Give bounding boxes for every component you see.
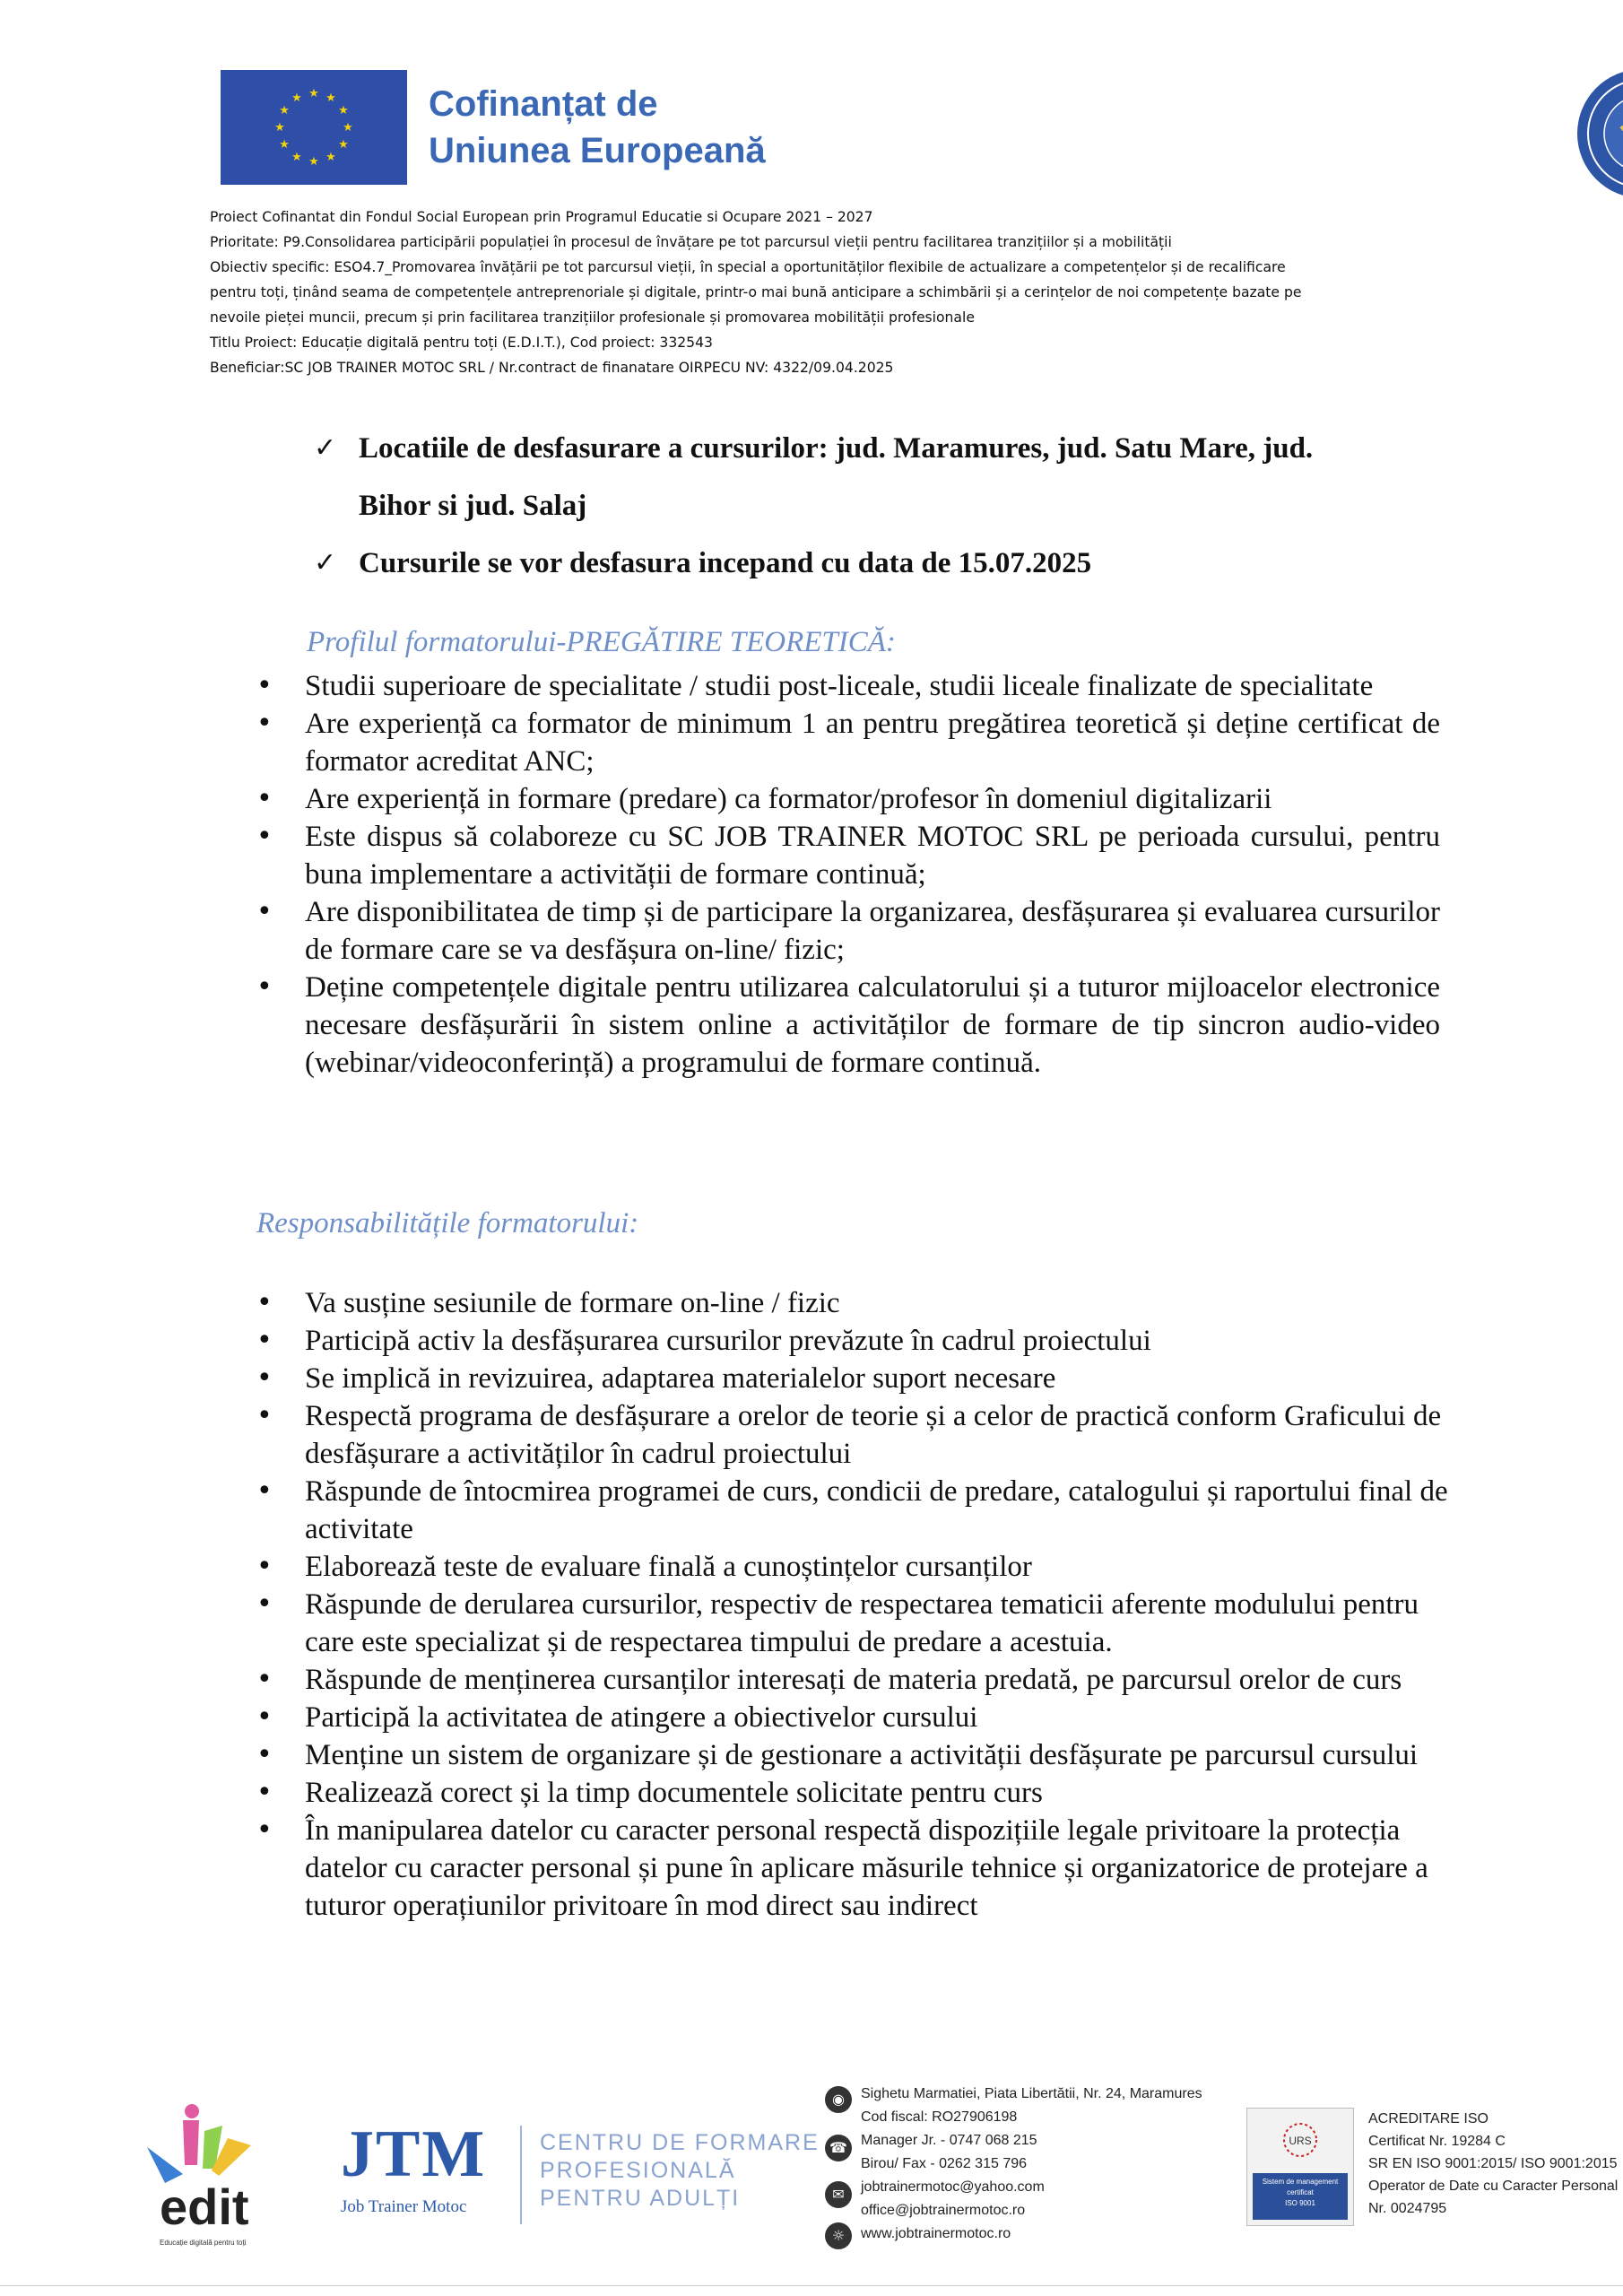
profile-section-title: Profilul formatorului-PREGĂTIRE TEORETICĂ:	[307, 626, 896, 658]
list-item: • Se implică in revizuirea, adaptarea materialelor suport necesare	[256, 1360, 1467, 1397]
page-header	[221, 70, 1503, 187]
training-center-label	[540, 2129, 820, 2213]
profile-list	[256, 667, 1440, 1082]
government-seal-icon	[1575, 66, 1623, 201]
contact-fiscal-code: Cod fiscal: RO27906198	[861, 2109, 1018, 2125]
project-info-line: pentru toți, ținând seama de competențele antreprenoriale și digitale, printr-o mai bună anticipare a schimbării și a cerințelor de noi competențe bazate pe	[210, 284, 1302, 300]
jtm-logo-subtitle: Job Trainer Motoc	[341, 2197, 467, 2216]
check-item-start-date	[314, 535, 1462, 592]
eu-star-icon: ★	[274, 121, 285, 135]
eu-star-icon: ★	[279, 138, 290, 152]
iso-accreditation-text	[1368, 2108, 1618, 2220]
iso-line: SR EN ISO 9001:2015/ ISO 9001:2015	[1368, 2156, 1618, 2171]
eu-star-icon: ★	[291, 91, 302, 106]
project-info-line: nevoile pieței muncii, precum și prin facilitarea tranzițiilor profesionale și promovarea mobilității profesionale	[210, 309, 975, 326]
eu-star-icon: ★	[325, 150, 336, 164]
eu-star-icon: ★	[308, 155, 319, 169]
check-item-locations	[314, 420, 1462, 477]
project-info-line: Titlu Proiect: Educație digitală pentru toți (E.D.I.T.), Cod proiect: 332543	[210, 335, 713, 351]
eu-star-icon: ★	[338, 104, 349, 117]
project-info-line: Prioritate: P9.Consolidarea participării populației în procesul de învățare pe tot parcursul vieții pentru facilitarea tranzițiilor și a mobilității	[210, 234, 1172, 250]
project-info-line: Beneficiar:SC JOB TRAINER MOTOC SRL / Nr.contract de finanatare OIRPECU NV: 4322/09.04.2025	[210, 360, 894, 376]
list-item: • Răspunde de menținerea cursanților interesați de materia predată, pe parcursul orelor de curs	[256, 1661, 1467, 1699]
training-center-line: PROFESIONALĂ	[540, 2158, 736, 2183]
iso-line: Operator de Date cu Caracter Personal	[1368, 2179, 1619, 2194]
locations-text-cont: Bihor si jud. Salaj	[359, 490, 587, 522]
list-item: • Elaborează teste de evaluare finală a cunoștințelor cursanților	[256, 1548, 1467, 1586]
training-center-line: CENTRU DE FORMARE	[540, 2130, 820, 2155]
iso-certification-badge	[1246, 2108, 1354, 2226]
jtm-logo-text: JTM	[341, 2118, 487, 2191]
list-item: • Realizează corect și la timp documentele solicitate pentru curs	[256, 1774, 1467, 1812]
list-item: • Participă la activitatea de atingere a obiectivelor cursului	[256, 1699, 1467, 1736]
list-item: • Are experiență in formare (predare) ca formator/profesor în domeniul digitalizarii	[256, 780, 1440, 818]
course-details	[314, 420, 1462, 592]
iso-line: Nr. 0024795	[1368, 2201, 1447, 2216]
contact-office-fax: Birou/ Fax - 0262 315 796	[861, 2156, 1028, 2171]
start-date-text: Cursurile se vor desfasura incepand cu data de 15.07.2025	[359, 547, 1092, 579]
list-item: • Participă activ la desfășurarea cursurilor prevăzute în cadrul proiectului	[256, 1322, 1467, 1360]
edit-logo-subtitle: Educație digitală pentru toți	[160, 2239, 247, 2247]
eu-star-icon: ★	[308, 87, 319, 100]
project-info	[210, 204, 1474, 380]
phone-icon: ☎	[825, 2135, 852, 2161]
project-info-line: Proiect Cofinantat din Fondul Social European prin Programul Educatie si Ocupare 2021 – 2027	[210, 209, 873, 225]
urs-logo-icon	[1260, 2118, 1341, 2162]
edit-logo-text: edit	[160, 2179, 249, 2235]
cofinancing-line-1: Cofinanțat de	[429, 84, 658, 124]
list-item: • Studii superioare de specialitate / studii post-liceale, studii liceale finalizate de specialitate	[256, 667, 1440, 705]
list-item: • Are disponibilitatea de timp și de participare la organizarea, desfășurarea și evaluarea cursurilor de formare care se va desfășura on-line/ fizic;	[256, 893, 1440, 969]
eu-star-icon: ★	[279, 104, 290, 117]
list-item: • Răspunde de întocmirea programei de curs, condicii de predare, catalogului și raportului final de activitate	[256, 1473, 1467, 1548]
eu-star-icon: ★	[291, 150, 302, 164]
contact-website[interactable]: ☼ www.jobtrainermotoc.ro	[825, 2222, 1202, 2246]
eu-cofinancing-label	[429, 81, 766, 174]
contact-email-office[interactable]: office@jobtrainermotoc.ro	[861, 2203, 1026, 2218]
checkmark-icon: ✓	[314, 547, 337, 578]
eu-star-icon: ★	[343, 121, 353, 135]
list-item: • Deține competențele digitale pentru utilizarea calculatorului și a tuturor mijloacelor electronice necesare desfășurării în sistem online a activităților de formare de tip sincron audio-video (webinar/videoconferință) a programului de formare continuă.	[256, 969, 1440, 1082]
contact-email-yahoo[interactable]: ✉ jobtrainermotoc@yahoo.com	[825, 2176, 1202, 2199]
eu-star-icon: ★	[325, 91, 336, 106]
checkmark-icon: ✓	[314, 432, 337, 464]
eu-flag-icon	[221, 70, 407, 185]
locations-text: Locatiile de desfasurare a cursurilor: jud. Maramures, jud. Satu Mare, jud.	[359, 432, 1314, 465]
project-info-line: Obiectiv specific: ESO4.7_Promovarea învățării pe tot parcursul vieții, în special a oportunităților flexibile de actualizare a competențelor și de recalificare	[210, 259, 1286, 275]
iso-line: Certificat Nr. 19284 C	[1368, 2134, 1506, 2149]
list-item: • Este dispus să colaboreze cu SC JOB TRAINER MOTOC SRL pe perioada cursului, pentru buna implementare a activității de formare continuă;	[256, 818, 1440, 893]
page-bottom-line	[0, 2285, 1623, 2286]
contact-manager-phone: ☎ Manager Jr. - 0747 068 215	[825, 2129, 1202, 2152]
list-item: • Are experiență ca formator de minimum 1 an pentru pregătirea teoretică și deține certificat de formator acreditat ANC;	[256, 705, 1440, 780]
footer-divider	[520, 2126, 522, 2224]
cofinancing-line-2: Uniunea Europeană	[429, 131, 766, 170]
responsibilities-list	[256, 1284, 1467, 1925]
eu-star-icon: ★	[338, 138, 349, 152]
contact-info	[825, 2083, 1202, 2246]
training-center-line: PENTRU ADULȚI	[540, 2186, 741, 2211]
list-item: • Răspunde de derularea cursurilor, respectiv de respectarea tematicii aferente modulului pentru care este specializat și de respectarea timpului de predare a acestuia.	[256, 1586, 1467, 1661]
list-item: • Menține un sistem de organizare și de gestionare a activității desfășurate pe parcursul cursului	[256, 1736, 1467, 1774]
email-icon: ✉	[825, 2181, 852, 2208]
location-pin-icon: ◉	[825, 2086, 852, 2113]
list-item: • Respectă programa de desfășurare a orelor de teorie și a celor de practică conform Graficului de desfășurare a activităților în cadrul proiectului	[256, 1397, 1467, 1473]
iso-line: ACREDITARE ISO	[1368, 2111, 1488, 2126]
contact-address: ◉ Sighetu Marmatiei, Piata Libertătii, Nr. 24, Maramures	[825, 2083, 1202, 2106]
list-item: • În manipularea datelor cu caracter personal respectă dispozițiile legale privitoare la protecția datelor cu caracter personal și pune în aplicare măsurile tehnice și organizatorice de protejare a tuturor operațiunilor privitoare în mod direct sau indirect	[256, 1812, 1467, 1925]
globe-icon: ☼	[825, 2222, 852, 2249]
page-footer	[126, 2072, 1619, 2269]
iso-badge-band: Sistem de management certificat ISO 9001	[1253, 2173, 1348, 2220]
list-item: • Va susține sesiunile de formare on-line / fizic	[256, 1284, 1467, 1322]
urs-logo-text: URS	[1289, 2135, 1312, 2147]
check-item-locations-cont	[314, 477, 1462, 535]
responsibilities-section-title: Responsabilitățile formatorului:	[256, 1207, 639, 1239]
